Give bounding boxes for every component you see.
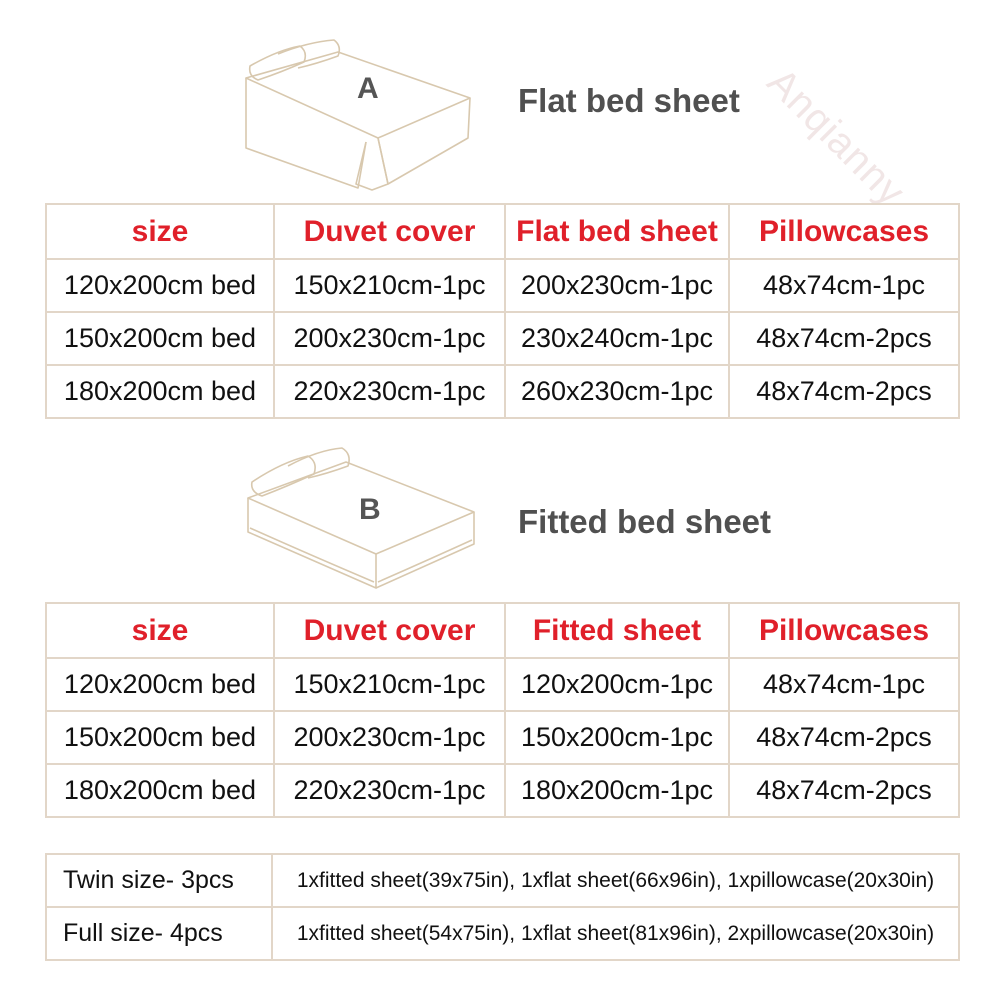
table-cell: 120x200cm-1pc: [505, 658, 729, 711]
column-header-duvet-cover: Duvet cover: [274, 204, 505, 259]
table-cell: 180x200cm-1pc: [505, 764, 729, 817]
section-b-label: B: [359, 493, 381, 526]
table-cell: 200x230cm-1pc: [274, 711, 505, 764]
column-header-pillowcases: Pillowcases: [729, 603, 959, 658]
table-cell: 48x74cm-2pcs: [729, 312, 959, 365]
table-row: [46, 854, 959, 907]
table-cell: 180x200cm bed: [46, 365, 274, 418]
flat-bed-sheet-illustration: [238, 38, 478, 193]
table-cell: 120x200cm bed: [46, 259, 274, 312]
table-cell: 150x210cm-1pc: [274, 658, 505, 711]
column-header-pillowcases: Pillowcases: [729, 204, 959, 259]
table-cell: 48x74cm-1pc: [729, 658, 959, 711]
table-row: [46, 907, 959, 960]
fitted-sheet-size-table: [45, 602, 960, 818]
flat-sheet-size-table: [45, 203, 960, 419]
table-cell: 200x230cm-1pc: [505, 259, 729, 312]
table-cell: 220x230cm-1pc: [274, 764, 505, 817]
table-header-row: [46, 603, 959, 658]
column-header-duvet-cover: Duvet cover: [274, 603, 505, 658]
column-header-flat-bed-sheet: Flat bed sheet: [505, 204, 729, 259]
table-row: [46, 259, 959, 312]
table-cell: 48x74cm-2pcs: [729, 711, 959, 764]
set-description: 1xfitted sheet(39x75in), 1xflat sheet(66x96in), 1xpillowcase(20x30in): [272, 854, 959, 907]
table-cell: 120x200cm bed: [46, 658, 274, 711]
table-cell: 48x74cm-2pcs: [729, 764, 959, 817]
table-cell: 150x200cm-1pc: [505, 711, 729, 764]
watermark: Anqianny: [758, 60, 914, 215]
set-name: Twin size- 3pcs: [46, 854, 272, 907]
section-a-title: Flat bed sheet: [518, 82, 740, 119]
table-header-row: [46, 204, 959, 259]
table-cell: 150x200cm bed: [46, 711, 274, 764]
column-header-size: size: [46, 603, 274, 658]
table-row: [46, 312, 959, 365]
table-cell: 260x230cm-1pc: [505, 365, 729, 418]
table-cell: 150x200cm bed: [46, 312, 274, 365]
table-cell: 48x74cm-2pcs: [729, 365, 959, 418]
table-row: [46, 365, 959, 418]
table-cell: 48x74cm-1pc: [729, 259, 959, 312]
set-name: Full size- 4pcs: [46, 907, 272, 960]
set-description: 1xfitted sheet(54x75in), 1xflat sheet(81x96in), 2xpillowcase(20x30in): [272, 907, 959, 960]
table-row: [46, 764, 959, 817]
table-row: [46, 658, 959, 711]
table-cell: 200x230cm-1pc: [274, 312, 505, 365]
table-cell: 220x230cm-1pc: [274, 365, 505, 418]
section-a-label: A: [357, 72, 379, 105]
column-header-fitted-sheet: Fitted sheet: [505, 603, 729, 658]
table-cell: 150x210cm-1pc: [274, 259, 505, 312]
section-b-title: Fitted bed sheet: [518, 503, 772, 540]
table-cell: 180x200cm bed: [46, 764, 274, 817]
set-contents-table: [45, 853, 960, 961]
table-cell: 230x240cm-1pc: [505, 312, 729, 365]
column-header-size: size: [46, 204, 274, 259]
table-row: [46, 711, 959, 764]
